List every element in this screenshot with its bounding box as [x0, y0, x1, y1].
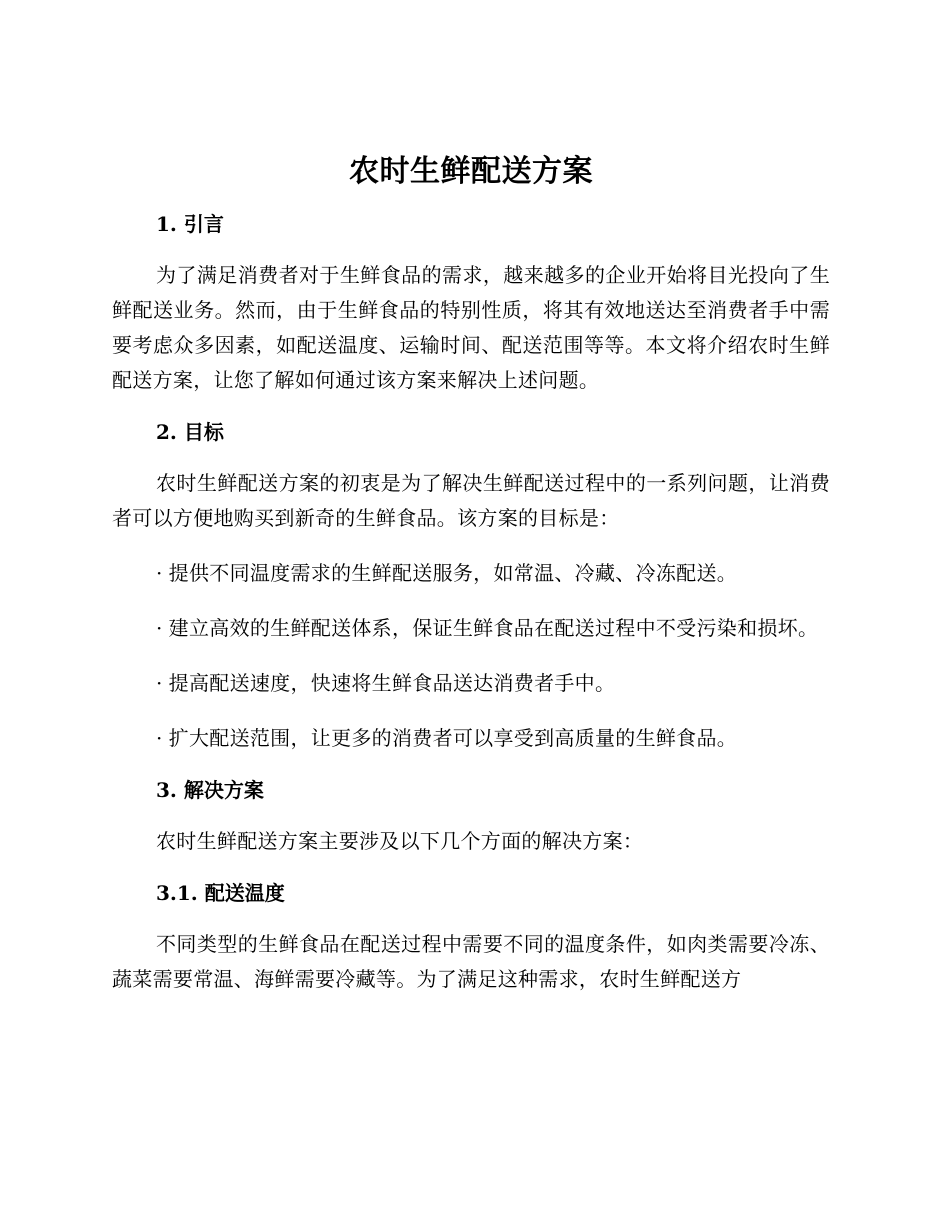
paragraph-delivery-temperature: 不同类型的生鲜食品在配送过程中需要不同的温度条件，如肉类需要冷冻、蔬菜需要常温、海鲜需要冷藏等。为了满足这种需求，农时生鲜配送方: [112, 932, 830, 991]
bullet-glyph: ·: [156, 561, 163, 585]
goal-list-item: [112, 611, 830, 646]
goal-item-text: 提高配送速度，快速将生鲜食品送达消费者手中。: [168, 671, 616, 695]
bullet-glyph: ·: [156, 616, 163, 640]
heading-solution: 3. 解决方案: [156, 778, 264, 802]
heading-delivery-temperature: 3.1. 配送温度: [156, 881, 285, 905]
goal-list-item: [112, 666, 830, 701]
heading-goals: 2. 目标: [156, 420, 224, 444]
heading-intro: 1. 引言: [156, 212, 224, 236]
document-page: [112, 150, 830, 1017]
paragraph-intro: 为了满足消费者对于生鲜食品的需求，越来越多的企业开始将目光投向了生鲜配送业务。然而，由于生鲜食品的特别性质，将其有效地送达至消费者手中需要考虑众多因素，如配送温度、运输时间、配送范围等等。本文将介绍农时生鲜配送方案，让您了解如何通过该方案来解决上述问题。: [112, 263, 830, 392]
bullet-glyph: ·: [156, 726, 163, 750]
bullet-glyph: ·: [156, 671, 163, 695]
goal-item-text: 建立高效的生鲜配送体系，保证生鲜食品在配送过程中不受污染和损坏。: [168, 616, 819, 640]
goal-list-item: [112, 721, 830, 756]
paragraph-solution: 农时生鲜配送方案主要涉及以下几个方面的解决方案：: [156, 829, 644, 853]
document-title: 农时生鲜配送方案: [349, 154, 593, 189]
goal-list-item: [112, 556, 830, 591]
goal-item-text: 提供不同温度需求的生鲜配送服务，如常温、冷藏、冷冻配送。: [168, 561, 738, 585]
paragraph-goals: 农时生鲜配送方案的初衷是为了解决生鲜配送过程中的一系列问题，让消费者可以方便地购买到新奇的生鲜食品。该方案的目标是：: [112, 471, 830, 530]
goal-item-text: 扩大配送范围，让更多的消费者可以享受到高质量的生鲜食品。: [168, 726, 738, 750]
